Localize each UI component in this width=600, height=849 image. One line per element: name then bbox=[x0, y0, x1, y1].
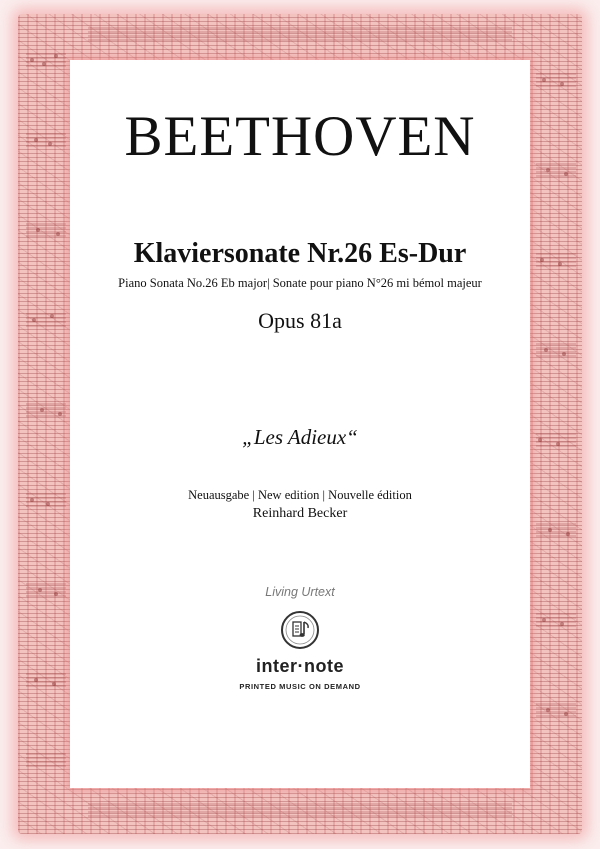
work-nickname: „Les Adieux“ bbox=[242, 425, 358, 449]
opus-number: Opus 81a bbox=[258, 308, 342, 333]
editor-name: Reinhard Becker bbox=[252, 506, 348, 521]
work-title: Klaviersonate Nr.26 Es-Dur bbox=[133, 238, 467, 269]
edition-label: Neuausgabe | New edition | Nouvelle édition bbox=[188, 488, 412, 502]
publisher-tagline: PRINTED MUSIC ON DEMAND bbox=[239, 682, 361, 691]
composer-name: BEETHOVEN bbox=[124, 105, 476, 168]
work-subtitle: Piano Sonata No.26 Eb major| Sonate pour piano N°26 mi bémol majeur bbox=[118, 276, 482, 290]
series-name: Living Urtext bbox=[265, 585, 335, 599]
title-panel bbox=[70, 60, 530, 788]
music-notes-circle-icon bbox=[280, 610, 320, 650]
publisher-brand: inter·note bbox=[256, 656, 344, 676]
